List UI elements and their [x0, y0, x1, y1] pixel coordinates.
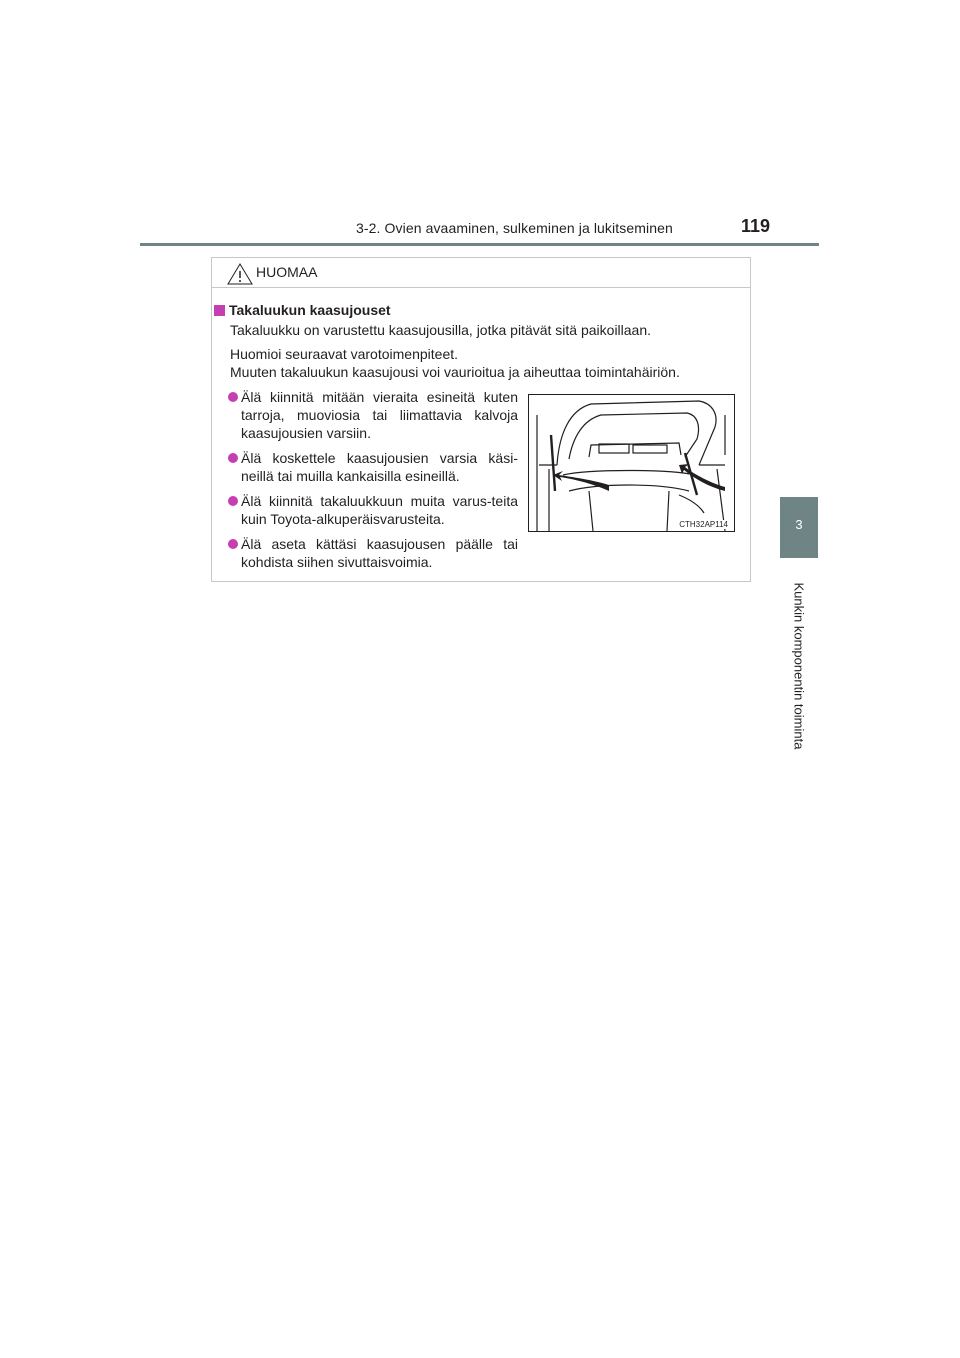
paragraph-precautions: [230, 345, 742, 381]
list-item: [228, 449, 518, 485]
page-number: 119: [741, 216, 771, 236]
precautions-line-1: Huomioi seuraavat varotoimenpiteet.: [230, 346, 459, 362]
round-bullet-icon: [228, 392, 238, 402]
section-heading-text: Takaluukun kaasujouset: [229, 302, 391, 318]
round-bullet-icon: [228, 453, 238, 463]
tailgate-illustration: [528, 394, 735, 532]
chapter-number: 3: [795, 517, 803, 532]
notice-title: HUOMAA: [256, 264, 318, 280]
list-item: [228, 492, 518, 528]
notice-header: [212, 258, 750, 288]
list-item-text: Älä aseta kättäsi kaasujousen päälle tai kohdista siihen sivuttaisvoimia.: [241, 536, 518, 570]
round-bullet-icon: [228, 539, 238, 549]
header-rule: [140, 243, 819, 246]
list-item: [228, 535, 518, 571]
list-item-text: Älä koskettele kaasujousien varsia käsi-neillä tai muilla kankaisilla esineillä.: [241, 450, 518, 484]
precautions-line-2: Muuten takaluukun kaasujousi voi vaurioitua ja aiheuttaa toimintahäiriön.: [230, 364, 680, 380]
precaution-list: [228, 388, 518, 578]
chapter-title: Kunkin komponentin toiminta: [791, 582, 807, 750]
figure-code: CTH32AP114: [679, 520, 728, 529]
list-item: [228, 388, 518, 442]
notice-box: [211, 257, 751, 582]
paragraph-intro: Takaluukku on varustettu kaasujousilla, jotka pitävät sitä paikoillaan.: [230, 322, 652, 338]
section-heading: [214, 302, 391, 318]
square-bullet-icon: [214, 305, 225, 316]
round-bullet-icon: [228, 496, 238, 506]
list-item-text: Älä kiinnitä takaluukkuun muita varus-teita kuin Toyota-alkuperäisvarusteita.: [241, 493, 518, 527]
warning-triangle-icon: [227, 263, 253, 285]
chapter-tab[interactable]: [780, 497, 818, 558]
header-section-title: 3-2. Ovien avaaminen, sulkeminen ja lukitseminen: [356, 220, 673, 236]
list-item-text: Älä kiinnitä mitään vieraita esineitä kuten tarroja, muoviosia tai liimattavia kalvoja kaasujousien varsiin.: [241, 389, 518, 441]
